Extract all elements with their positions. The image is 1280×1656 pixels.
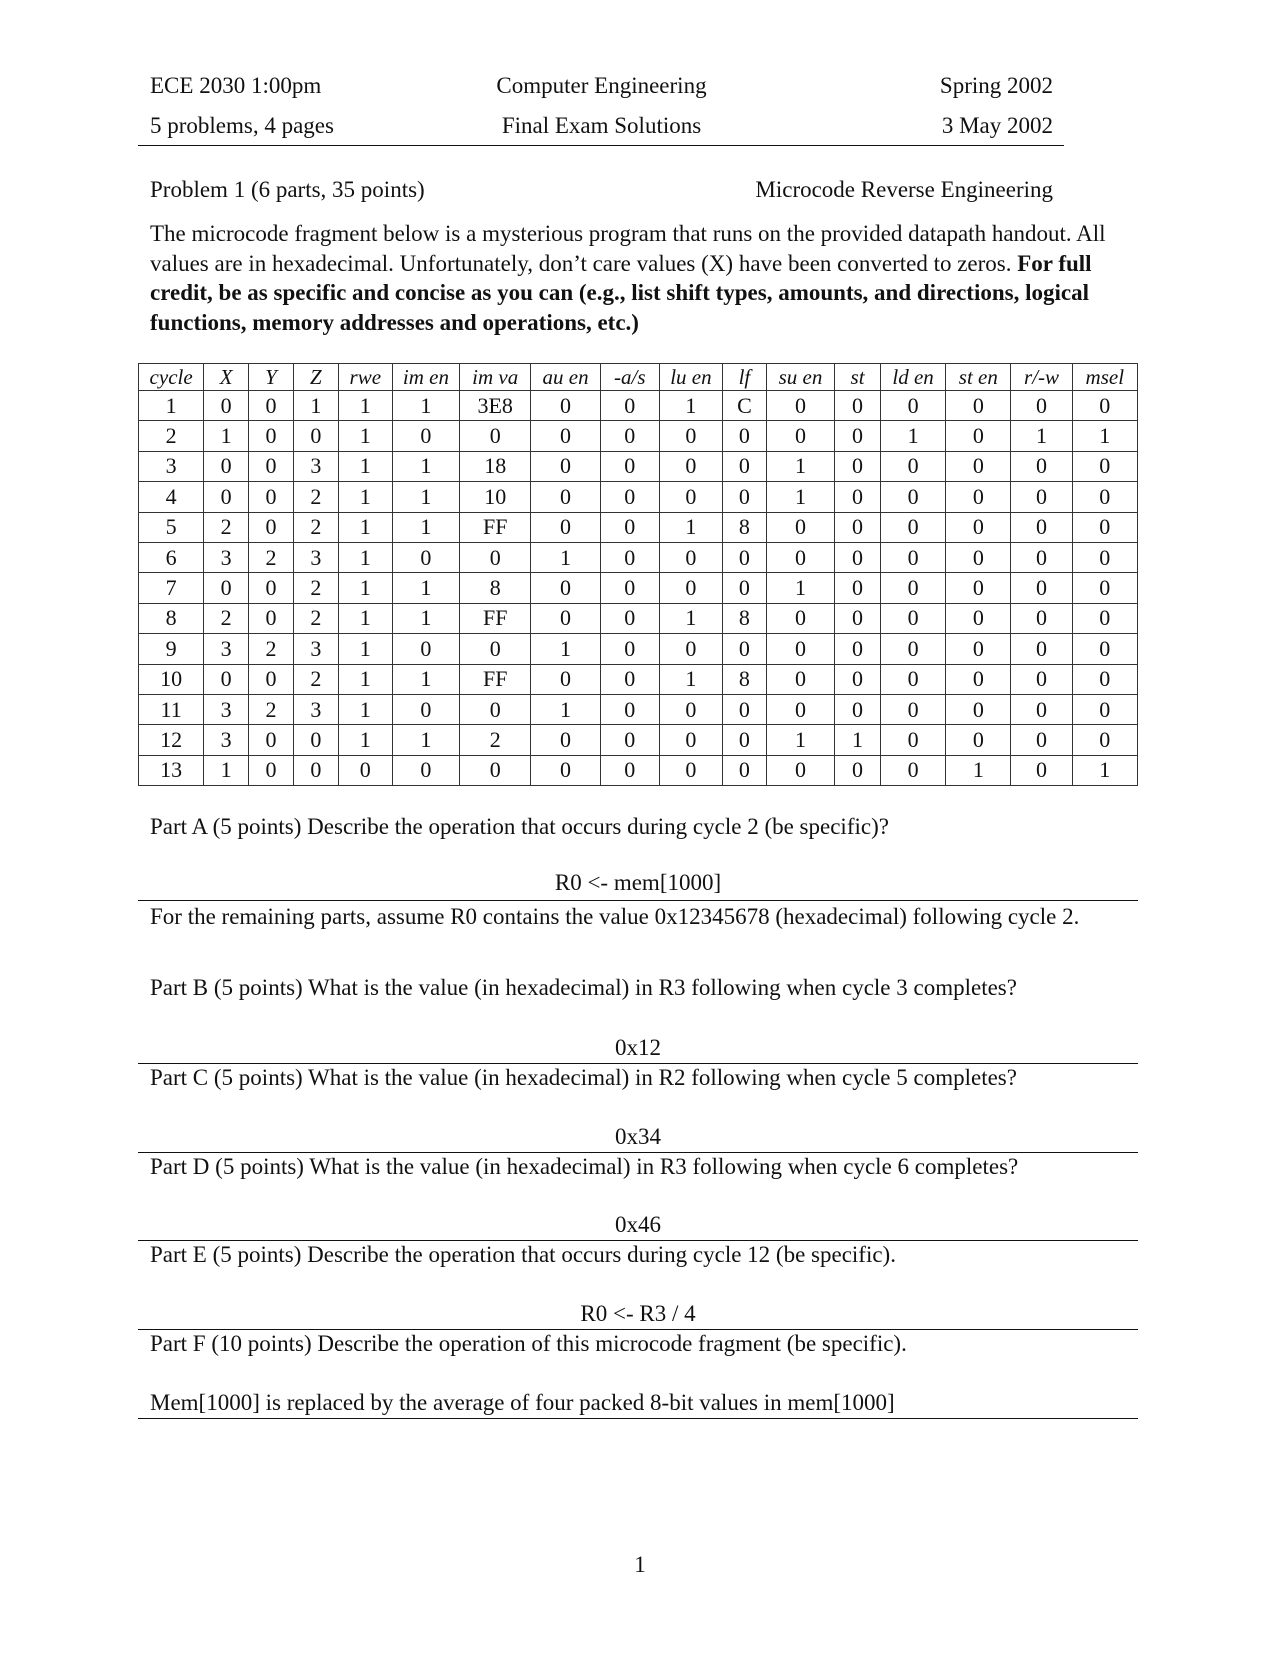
table-cell: 0 bbox=[946, 634, 1011, 664]
table-cell: 10 bbox=[460, 482, 531, 512]
table-cell: 0 bbox=[766, 542, 834, 572]
part-b-answer: 0x12 bbox=[615, 1035, 661, 1060]
table-cell: 0 bbox=[460, 542, 531, 572]
table-cell: 0 bbox=[600, 542, 659, 572]
table-cell: 0 bbox=[1072, 451, 1137, 481]
table-cell: 0 bbox=[249, 755, 294, 785]
table-cell: 0 bbox=[392, 694, 459, 724]
table-cell: 0 bbox=[723, 573, 767, 603]
table-cell: 1 bbox=[392, 573, 459, 603]
table-cell: 0 bbox=[1011, 512, 1072, 542]
microcode-table bbox=[138, 363, 1138, 786]
table-cell: 0 bbox=[723, 694, 767, 724]
table-cell: 0 bbox=[659, 421, 722, 451]
problem-topic: Microcode Reverse Engineering bbox=[755, 177, 1053, 202]
table-cell: 0 bbox=[766, 512, 834, 542]
table-cell: 9 bbox=[139, 634, 204, 664]
table-cell: 1 bbox=[204, 755, 249, 785]
table-cell: 1 bbox=[338, 603, 392, 633]
table-cell: 0 bbox=[1072, 512, 1137, 542]
table-cell: 0 bbox=[880, 451, 945, 481]
table-row bbox=[139, 451, 1138, 481]
table-cell: 0 bbox=[659, 755, 722, 785]
table-row bbox=[139, 482, 1138, 512]
table-cell: 0 bbox=[659, 542, 722, 572]
table-cell: 1 bbox=[766, 451, 834, 481]
table-cell: 0 bbox=[531, 573, 600, 603]
table-cell: 2 bbox=[293, 573, 338, 603]
table-row bbox=[139, 664, 1138, 694]
column-header: msel bbox=[1072, 364, 1137, 391]
table-cell: 0 bbox=[880, 725, 945, 755]
table-cell: 0 bbox=[600, 421, 659, 451]
table-body bbox=[139, 391, 1138, 786]
table-cell: 0 bbox=[946, 482, 1011, 512]
table-cell: 0 bbox=[1072, 634, 1137, 664]
table-cell: 2 bbox=[293, 603, 338, 633]
table-cell: 0 bbox=[1072, 482, 1137, 512]
table-cell: 2 bbox=[293, 512, 338, 542]
table-cell: 0 bbox=[531, 451, 600, 481]
table-cell: 0 bbox=[835, 755, 881, 785]
table-cell: 0 bbox=[835, 542, 881, 572]
table-cell: 1 bbox=[1072, 421, 1137, 451]
column-header: im en bbox=[392, 364, 459, 391]
table-cell: 0 bbox=[1072, 664, 1137, 694]
table-cell: 0 bbox=[460, 694, 531, 724]
problem-title: Problem 1 (6 parts, 35 points) bbox=[150, 177, 425, 202]
table-cell: 3 bbox=[293, 542, 338, 572]
table-cell: FF bbox=[460, 664, 531, 694]
table-cell: 0 bbox=[880, 755, 945, 785]
column-header: r/-w bbox=[1011, 364, 1072, 391]
table-cell: 1 bbox=[1072, 755, 1137, 785]
table-cell: 0 bbox=[293, 725, 338, 755]
table-cell: 2 bbox=[204, 512, 249, 542]
part-a-rule bbox=[138, 900, 1138, 901]
table-cell: 0 bbox=[531, 391, 600, 421]
table-cell: 0 bbox=[1072, 391, 1137, 421]
table-cell: 0 bbox=[531, 482, 600, 512]
table-row bbox=[139, 421, 1138, 451]
table-cell: 0 bbox=[1011, 482, 1072, 512]
table-cell: 1 bbox=[659, 603, 722, 633]
table-cell: 0 bbox=[723, 755, 767, 785]
table-cell: 1 bbox=[338, 391, 392, 421]
table-cell: 11 bbox=[139, 694, 204, 724]
table-row bbox=[139, 634, 1138, 664]
table-cell: 0 bbox=[600, 391, 659, 421]
problem-heading bbox=[150, 177, 1053, 207]
table-cell: 0 bbox=[835, 694, 881, 724]
table-cell: 13 bbox=[139, 755, 204, 785]
table-row bbox=[139, 725, 1138, 755]
course-label: ECE 2030 1:00pm bbox=[150, 73, 322, 98]
table-cell: 0 bbox=[659, 573, 722, 603]
table-cell: 0 bbox=[723, 421, 767, 451]
header-row-1 bbox=[150, 73, 1053, 103]
table-cell: 0 bbox=[946, 542, 1011, 572]
table-row bbox=[139, 603, 1138, 633]
table-cell: 0 bbox=[880, 542, 945, 572]
table-cell: 6 bbox=[139, 542, 204, 572]
table-cell: 0 bbox=[880, 664, 945, 694]
table-cell: 4 bbox=[139, 482, 204, 512]
table-cell: 2 bbox=[460, 725, 531, 755]
table-cell: 1 bbox=[531, 634, 600, 664]
table-cell: 0 bbox=[249, 603, 294, 633]
table-cell: 0 bbox=[946, 451, 1011, 481]
table-cell: 0 bbox=[392, 421, 459, 451]
table-row bbox=[139, 694, 1138, 724]
part-d-question: Part D (5 points) What is the value (in hexadecimal) in R3 following when cycle 6 completes? bbox=[150, 1154, 1019, 1179]
table-cell: 0 bbox=[1011, 603, 1072, 633]
table-cell: 10 bbox=[139, 664, 204, 694]
table-cell: 3 bbox=[204, 725, 249, 755]
table-cell: 0 bbox=[1072, 725, 1137, 755]
part-b-rule bbox=[138, 1063, 1138, 1064]
table-cell: 3 bbox=[139, 451, 204, 481]
table-cell: 0 bbox=[1011, 664, 1072, 694]
column-header: X bbox=[204, 364, 249, 391]
column-header: Y bbox=[249, 364, 294, 391]
part-c-answer: 0x34 bbox=[615, 1124, 661, 1149]
table-cell: 0 bbox=[600, 634, 659, 664]
table-cell: 0 bbox=[880, 634, 945, 664]
table-cell: 1 bbox=[659, 512, 722, 542]
table-cell: 0 bbox=[249, 391, 294, 421]
table-cell: 0 bbox=[880, 603, 945, 633]
table-cell: 0 bbox=[1011, 542, 1072, 572]
table-cell: 0 bbox=[880, 573, 945, 603]
table-cell: 0 bbox=[880, 482, 945, 512]
column-header: st bbox=[835, 364, 881, 391]
table-cell: 0 bbox=[835, 391, 881, 421]
table-cell: 0 bbox=[600, 694, 659, 724]
part-a-question: Part A (5 points) Describe the operation that occurs during cycle 2 (be specific)? bbox=[150, 814, 889, 839]
table-cell: 1 bbox=[338, 542, 392, 572]
intro-text: The microcode fragment below is a mysterious program that runs on the provided datapath handout. All values are in hexadecimal. Unfortunately, don’t care values (X) have been converted to zeros. bbox=[150, 221, 1106, 276]
table-cell: 0 bbox=[460, 421, 531, 451]
table-cell: 0 bbox=[946, 421, 1011, 451]
part-a-answer: R0 <- mem[1000] bbox=[554, 870, 722, 895]
table-cell: FF bbox=[460, 603, 531, 633]
table-cell: 0 bbox=[1072, 694, 1137, 724]
table-cell: 0 bbox=[835, 664, 881, 694]
problem-count-label: 5 problems, 4 pages bbox=[150, 113, 334, 138]
table-cell: 0 bbox=[766, 755, 834, 785]
table-cell: 0 bbox=[1072, 573, 1137, 603]
table-cell: 1 bbox=[880, 421, 945, 451]
table-cell: 0 bbox=[835, 603, 881, 633]
part-d-rule bbox=[138, 1240, 1138, 1241]
table-cell: 0 bbox=[204, 482, 249, 512]
table-cell: 1 bbox=[766, 482, 834, 512]
table-cell: 0 bbox=[1072, 542, 1137, 572]
table-cell: 3 bbox=[204, 542, 249, 572]
table-cell: 0 bbox=[600, 664, 659, 694]
table-cell: 1 bbox=[1011, 421, 1072, 451]
table-cell: 0 bbox=[1011, 391, 1072, 421]
table-cell: 0 bbox=[835, 451, 881, 481]
table-cell: 1 bbox=[659, 391, 722, 421]
part-f-question: Part F (10 points) Describe the operation of this microcode fragment (be specific). bbox=[150, 1331, 907, 1356]
table-cell: 0 bbox=[531, 512, 600, 542]
table-cell: 0 bbox=[946, 573, 1011, 603]
department-label: Computer Engineering bbox=[496, 73, 707, 98]
table-cell: 1 bbox=[392, 482, 459, 512]
table-cell: 0 bbox=[766, 391, 834, 421]
table-cell: 0 bbox=[723, 451, 767, 481]
table-cell: 1 bbox=[392, 512, 459, 542]
table-cell: 0 bbox=[460, 634, 531, 664]
table-cell: 0 bbox=[531, 725, 600, 755]
table-cell: 8 bbox=[723, 664, 767, 694]
table-cell: 0 bbox=[531, 421, 600, 451]
column-header: ld en bbox=[880, 364, 945, 391]
table-cell: 0 bbox=[723, 542, 767, 572]
table-cell: 5 bbox=[139, 512, 204, 542]
table-cell: 0 bbox=[723, 634, 767, 664]
table-cell: 1 bbox=[946, 755, 1011, 785]
table-cell: 0 bbox=[835, 421, 881, 451]
table-cell: 2 bbox=[249, 542, 294, 572]
column-header: lf bbox=[723, 364, 767, 391]
table-cell: 1 bbox=[338, 482, 392, 512]
table-cell: 1 bbox=[338, 512, 392, 542]
table-cell: 12 bbox=[139, 725, 204, 755]
table-cell: 3 bbox=[204, 694, 249, 724]
table-cell: 0 bbox=[392, 542, 459, 572]
table-cell: 1 bbox=[766, 573, 834, 603]
table-cell: 1 bbox=[392, 391, 459, 421]
column-header: rwe bbox=[338, 364, 392, 391]
table-cell: 3 bbox=[293, 451, 338, 481]
table-cell: 2 bbox=[249, 634, 294, 664]
header-row-2 bbox=[150, 113, 1053, 143]
table-cell: 0 bbox=[531, 755, 600, 785]
table-cell: 0 bbox=[600, 725, 659, 755]
table-cell: 0 bbox=[1011, 451, 1072, 481]
table-header-row bbox=[139, 364, 1138, 391]
part-e-answer: R0 <- R3 / 4 bbox=[580, 1301, 696, 1326]
table-cell: 0 bbox=[531, 603, 600, 633]
table-cell: 0 bbox=[1011, 573, 1072, 603]
table-cell: 1 bbox=[338, 421, 392, 451]
table-cell: 0 bbox=[204, 451, 249, 481]
table-row bbox=[139, 573, 1138, 603]
table-cell: 0 bbox=[600, 512, 659, 542]
table-cell: 0 bbox=[880, 512, 945, 542]
table-cell: 0 bbox=[946, 512, 1011, 542]
table-cell: 0 bbox=[1072, 603, 1137, 633]
column-header: Z bbox=[293, 364, 338, 391]
table-cell: 0 bbox=[204, 573, 249, 603]
table-cell: 0 bbox=[880, 391, 945, 421]
table-cell: 0 bbox=[835, 512, 881, 542]
table-cell: 8 bbox=[723, 512, 767, 542]
table-cell: 0 bbox=[600, 451, 659, 481]
column-header: -a/s bbox=[600, 364, 659, 391]
table-cell: 0 bbox=[659, 634, 722, 664]
table-cell: 0 bbox=[338, 755, 392, 785]
table-cell: C bbox=[723, 391, 767, 421]
table-cell: 1 bbox=[531, 694, 600, 724]
table-cell: 3 bbox=[293, 694, 338, 724]
table-cell: 0 bbox=[249, 725, 294, 755]
table-cell: 0 bbox=[946, 694, 1011, 724]
table-cell: 0 bbox=[1011, 755, 1072, 785]
table-cell: 0 bbox=[835, 482, 881, 512]
table-cell: 0 bbox=[1011, 694, 1072, 724]
table-cell: 0 bbox=[249, 664, 294, 694]
table-cell: 1 bbox=[338, 573, 392, 603]
table-row bbox=[139, 512, 1138, 542]
table-cell: 1 bbox=[338, 664, 392, 694]
column-header: lu en bbox=[659, 364, 722, 391]
table-cell: FF bbox=[460, 512, 531, 542]
table-cell: 0 bbox=[392, 755, 459, 785]
table-cell: 0 bbox=[249, 482, 294, 512]
table-cell: 0 bbox=[249, 421, 294, 451]
table-cell: 2 bbox=[249, 694, 294, 724]
part-f-answer: Mem[1000] is replaced by the average of four packed 8-bit values in mem[1000] bbox=[150, 1390, 895, 1415]
table-cell: 1 bbox=[392, 603, 459, 633]
table-cell: 0 bbox=[723, 725, 767, 755]
table-cell: 1 bbox=[392, 664, 459, 694]
table-cell: 2 bbox=[293, 482, 338, 512]
table-cell: 1 bbox=[835, 725, 881, 755]
exam-title: Final Exam Solutions bbox=[501, 113, 702, 138]
part-b-question: Part B (5 points) What is the value (in hexadecimal) in R3 following when cycle 3 completes? bbox=[150, 975, 1017, 1000]
table-cell: 0 bbox=[460, 755, 531, 785]
table-cell: 0 bbox=[249, 573, 294, 603]
table-cell: 0 bbox=[766, 603, 834, 633]
table-cell: 0 bbox=[249, 451, 294, 481]
table-cell: 18 bbox=[460, 451, 531, 481]
term-label: Spring 2002 bbox=[939, 73, 1053, 98]
part-c-question: Part C (5 points) What is the value (in hexadecimal) in R2 following when cycle 5 completes? bbox=[150, 1065, 1017, 1090]
column-header: cycle bbox=[139, 364, 204, 391]
table-cell: 2 bbox=[139, 421, 204, 451]
column-header: au en bbox=[531, 364, 600, 391]
table-cell: 8 bbox=[723, 603, 767, 633]
table-cell: 0 bbox=[659, 694, 722, 724]
column-header: st en bbox=[946, 364, 1011, 391]
problem-intro bbox=[150, 219, 1135, 337]
part-f-rule bbox=[138, 1418, 1138, 1419]
table-cell: 1 bbox=[338, 725, 392, 755]
exam-date: 3 May 2002 bbox=[941, 113, 1053, 138]
table-cell: 0 bbox=[204, 664, 249, 694]
table-cell: 0 bbox=[1011, 634, 1072, 664]
header-divider bbox=[138, 145, 1064, 146]
table-cell: 1 bbox=[338, 634, 392, 664]
table-cell: 0 bbox=[600, 755, 659, 785]
table-cell: 8 bbox=[460, 573, 531, 603]
part-e-rule bbox=[138, 1329, 1138, 1330]
page-number: 1 bbox=[634, 1552, 646, 1577]
table-cell: 0 bbox=[946, 725, 1011, 755]
table-cell: 8 bbox=[139, 603, 204, 633]
table-cell: 0 bbox=[835, 573, 881, 603]
table-cell: 0 bbox=[946, 664, 1011, 694]
table-cell: 2 bbox=[204, 603, 249, 633]
table-cell: 1 bbox=[766, 725, 834, 755]
table-cell: 3 bbox=[293, 634, 338, 664]
intro-bold-text: For full credit, be as specific and concise as you can (e.g., list shift types, amounts, and directions, logical functions, memory addresses and operations, etc.) bbox=[150, 250, 1092, 335]
table-cell: 1 bbox=[659, 664, 722, 694]
table-cell: 0 bbox=[293, 421, 338, 451]
table-row bbox=[139, 391, 1138, 421]
table-cell: 0 bbox=[600, 573, 659, 603]
table-cell: 2 bbox=[293, 664, 338, 694]
table-cell: 0 bbox=[392, 634, 459, 664]
table-cell: 1 bbox=[338, 694, 392, 724]
table-cell: 3 bbox=[204, 634, 249, 664]
table-cell: 0 bbox=[946, 603, 1011, 633]
table-cell: 0 bbox=[835, 634, 881, 664]
table-cell: 0 bbox=[766, 421, 834, 451]
part-e-question: Part E (5 points) Describe the operation that occurs during cycle 12 (be specific). bbox=[150, 1242, 896, 1267]
table-cell: 0 bbox=[531, 664, 600, 694]
table-cell: 0 bbox=[946, 391, 1011, 421]
table-cell: 1 bbox=[531, 542, 600, 572]
column-header: im va bbox=[460, 364, 531, 391]
table-cell: 7 bbox=[139, 573, 204, 603]
part-d-answer: 0x46 bbox=[615, 1212, 661, 1237]
table-cell: 0 bbox=[880, 694, 945, 724]
table-cell: 0 bbox=[659, 725, 722, 755]
table-cell: 0 bbox=[204, 391, 249, 421]
table-row bbox=[139, 755, 1138, 785]
table-cell: 0 bbox=[249, 512, 294, 542]
table-cell: 0 bbox=[766, 694, 834, 724]
table-cell: 0 bbox=[1011, 725, 1072, 755]
table-cell: 1 bbox=[293, 391, 338, 421]
table-row bbox=[139, 542, 1138, 572]
table-cell: 0 bbox=[659, 451, 722, 481]
table-cell: 0 bbox=[766, 634, 834, 664]
table-cell: 1 bbox=[139, 391, 204, 421]
table-cell: 0 bbox=[723, 482, 767, 512]
part-c-rule bbox=[138, 1152, 1138, 1153]
table-cell: 0 bbox=[293, 755, 338, 785]
table-cell: 1 bbox=[392, 451, 459, 481]
column-header: su en bbox=[766, 364, 834, 391]
assumption-note: For the remaining parts, assume R0 contains the value 0x12345678 (hexadecimal) following cycle 2. bbox=[150, 904, 1080, 929]
table-cell: 1 bbox=[338, 451, 392, 481]
table-cell: 0 bbox=[766, 664, 834, 694]
table-cell: 0 bbox=[600, 482, 659, 512]
table-cell: 1 bbox=[392, 725, 459, 755]
table-cell: 0 bbox=[600, 603, 659, 633]
table-cell: 0 bbox=[659, 482, 722, 512]
table-cell: 1 bbox=[204, 421, 249, 451]
table-cell: 3E8 bbox=[460, 391, 531, 421]
